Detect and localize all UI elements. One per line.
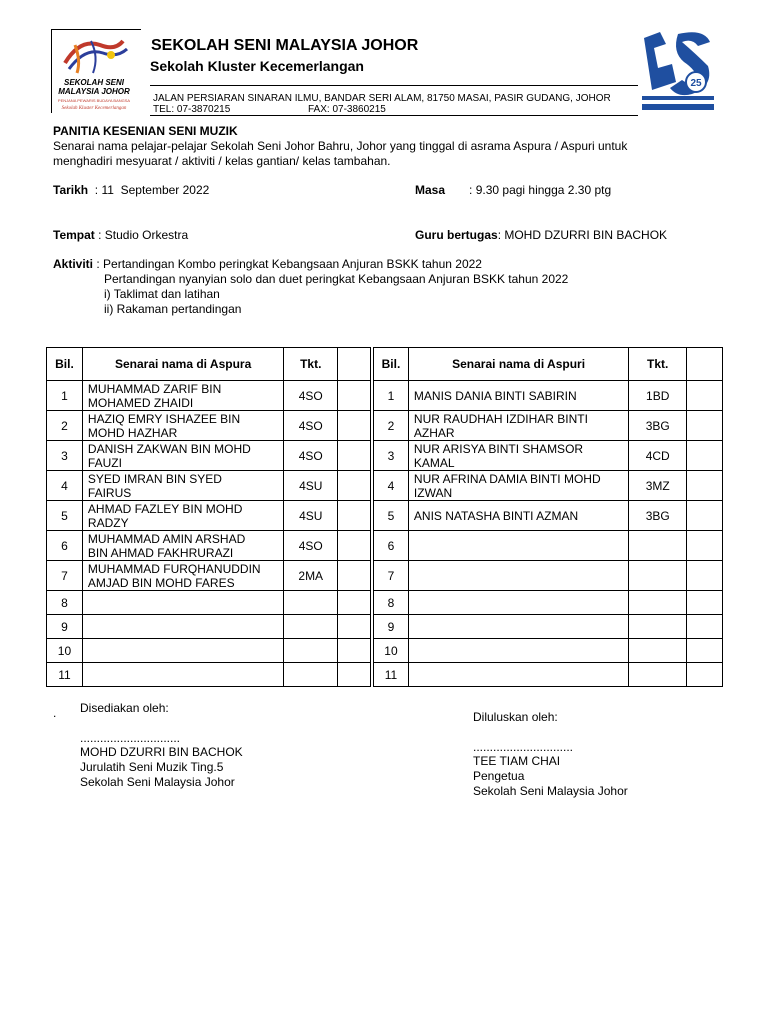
aspuri-row <box>374 639 723 663</box>
aspuri-cell-tkt <box>629 639 687 663</box>
aspuri-row <box>374 501 723 531</box>
panel-heading: PANITIA KESENIAN SENI MUZIK <box>53 124 238 138</box>
aspuri-cell-bil: 5 <box>374 501 409 531</box>
masa-row <box>415 183 611 198</box>
aspura-cell-blank <box>338 663 371 687</box>
aspuri-table <box>373 347 723 687</box>
aspura-header-bil: Bil. <box>47 348 83 381</box>
aspuri-cell-name <box>408 381 628 411</box>
aspuri-header-name: Senarai nama di Aspuri <box>408 348 628 381</box>
aspuri-cell-name <box>408 639 628 663</box>
aspura-cell-name <box>82 591 283 615</box>
aspura-cell-bil: 11 <box>47 663 83 687</box>
aspura-name-line-1: SYED IMRAN BIN SYED <box>87 471 222 486</box>
aspuri-cell-name <box>408 471 628 501</box>
aspuri-cell-name <box>408 561 628 591</box>
aspura-cell-tkt: 4SU <box>284 501 338 531</box>
tarikh-value: : 11 September 2022 <box>88 183 210 197</box>
aspura-cell-tkt: 4SO <box>284 531 338 561</box>
aspuri-row <box>374 441 723 471</box>
aspura-cell-name <box>82 501 283 531</box>
aspura-name-line-2: MOHD HAZHAR <box>87 425 178 440</box>
aspuri-cell-blank <box>687 501 723 531</box>
aspura-cell-name <box>82 639 283 663</box>
aspuri-cell-name <box>408 591 628 615</box>
aspura-cell-name <box>82 381 283 411</box>
aspuri-name-line-1: ANIS NATASHA BINTI AZMAN <box>413 508 579 523</box>
aspura-cell-tkt <box>284 591 338 615</box>
school-tel: TEL: 07-3870215 <box>153 104 231 115</box>
header-frame-left <box>51 29 52 113</box>
logo-text-4: Sekolah Kluster Kecemerlangan <box>61 106 127 111</box>
aspuri-row <box>374 531 723 561</box>
aspuri-cell-bil: 9 <box>374 615 409 639</box>
aspura-cell-tkt: 4SO <box>284 381 338 411</box>
aspura-cell-blank <box>338 411 371 441</box>
aspuri-header-tkt: Tkt. <box>629 348 687 381</box>
aspuri-cell-bil: 6 <box>374 531 409 561</box>
intro-line-1: Senarai nama pelajar-pelajar Sekolah Seni Johor Bahru, Johor yang tinggal di asrama Aspura / Aspuri untuk <box>53 139 628 153</box>
aspura-cell-bil: 3 <box>47 441 83 471</box>
aktiviti-label: Aktiviti <box>53 257 94 271</box>
aspura-cell-bil: 1 <box>47 381 83 411</box>
tarikh-label: Tarikh <box>53 183 89 197</box>
school-address: JALAN PERSIARAN SINARAN ILMU, BANDAR SERI ALAM, 81750 MASAI, PASIR GUDANG, JOHOR <box>153 93 611 104</box>
aspuri-cell-bil: 2 <box>374 411 409 441</box>
aspuri-cell-bil: 7 <box>374 561 409 591</box>
guru-row <box>415 228 667 243</box>
logo-text-1: SEKOLAH SENI <box>63 78 125 87</box>
aktiviti-3: i) Taklimat dan latihan <box>104 287 220 301</box>
header-frame-top <box>51 29 141 30</box>
aspura-cell-bil: 8 <box>47 591 83 615</box>
aspura-cell-name <box>82 663 283 687</box>
aspura-cell-bil: 4 <box>47 471 83 501</box>
aspura-row <box>47 591 371 615</box>
aspura-name-line-2: AMJAD BIN MOHD FARES <box>87 575 235 590</box>
aspuri-cell-name <box>408 501 628 531</box>
aspura-row <box>47 501 371 531</box>
aspura-cell-tkt <box>284 639 338 663</box>
aspura-cell-tkt: 4SO <box>284 411 338 441</box>
aspura-name-line-1: MUHAMMAD ZARIF BIN <box>87 381 222 396</box>
header-divider <box>150 85 638 86</box>
aspuri-cell-name <box>408 531 628 561</box>
aspuri-cell-tkt: 3BG <box>629 501 687 531</box>
aspura-row <box>47 441 371 471</box>
aspuri-cell-bil: 1 <box>374 381 409 411</box>
prepared-label: Disediakan oleh: <box>80 701 169 715</box>
aspura-row <box>47 531 371 561</box>
aspura-name-line-2: FAUZI <box>87 455 122 470</box>
aspuri-cell-blank <box>687 561 723 591</box>
aspuri-cell-bil: 8 <box>374 591 409 615</box>
aspura-row <box>47 663 371 687</box>
aspuri-cell-blank <box>687 441 723 471</box>
aspura-cell-blank <box>338 591 371 615</box>
aspura-cell-blank <box>338 501 371 531</box>
aspuri-cell-name <box>408 615 628 639</box>
aspura-cell-blank <box>338 561 371 591</box>
aspura-table <box>46 347 371 687</box>
aspura-row <box>47 639 371 663</box>
approved-name: TEE TIAM CHAI <box>473 754 561 768</box>
aspura-cell-tkt <box>284 615 338 639</box>
aspura-cell-tkt: 4SU <box>284 471 338 501</box>
aspuri-cell-tkt <box>629 663 687 687</box>
stray-dot: . <box>53 706 57 720</box>
cluster-logo-number: 25 <box>690 78 702 89</box>
aspuri-row <box>374 381 723 411</box>
aspuri-cell-tkt <box>629 615 687 639</box>
approved-org: Sekolah Seni Malaysia Johor <box>473 784 628 798</box>
aspuri-cell-tkt: 1BD <box>629 381 687 411</box>
aspuri-cell-bil: 3 <box>374 441 409 471</box>
school-name: SEKOLAH SENI MALAYSIA JOHOR <box>151 37 419 54</box>
aspura-row <box>47 411 371 441</box>
aspura-cell-bil: 10 <box>47 639 83 663</box>
logo-text-2: MALAYSIA JOHOR <box>58 87 130 96</box>
aspura-cell-blank <box>338 615 371 639</box>
aspura-cell-blank <box>338 381 371 411</box>
aspura-row <box>47 561 371 591</box>
aspuri-name-line-1: NUR ARISYA BINTI SHAMSOR <box>413 441 584 456</box>
approved-label: Diluluskan oleh: <box>473 710 558 724</box>
aspuri-cell-tkt <box>629 561 687 591</box>
aktiviti-2: Pertandingan nyanyian solo dan duet peringkat Kebangsaan Anjuran BSKK tahun 2022 <box>104 272 569 286</box>
aspura-name-line-2: FAIRUS <box>87 485 132 500</box>
aspuri-cell-tkt: 3MZ <box>629 471 687 501</box>
aspuri-cell-bil: 11 <box>374 663 409 687</box>
aspura-cell-blank <box>338 471 371 501</box>
aspuri-row <box>374 561 723 591</box>
aspura-cell-bil: 7 <box>47 561 83 591</box>
tempat-row <box>53 228 188 243</box>
aspuri-name-line-1: NUR AFRINA DAMIA BINTI MOHD <box>413 471 601 486</box>
aspura-cell-name <box>82 471 283 501</box>
prepared-signature-line: .............................. <box>80 731 181 745</box>
aspura-cell-name <box>82 531 283 561</box>
aspuri-cell-name <box>408 663 628 687</box>
aspuri-name-line-1: NUR RAUDHAH IZDIHAR BINTI <box>413 411 588 426</box>
tempat-value: : Studio Orkestra <box>94 228 189 242</box>
aspuri-cell-name <box>408 411 628 441</box>
intro-line-2: menghadiri mesyuarat / aktiviti / kelas gantian/ kelas tambahan. <box>53 154 391 168</box>
guru-value: : MOHD DZURRI BIN BACHOK <box>497 228 668 242</box>
aspuri-cell-bil: 4 <box>374 471 409 501</box>
aspura-row <box>47 615 371 639</box>
aspura-row <box>47 471 371 501</box>
aspuri-cell-name <box>408 441 628 471</box>
aspura-cell-name <box>82 441 283 471</box>
aspura-cell-blank <box>338 441 371 471</box>
aspuri-cell-blank <box>687 591 723 615</box>
aspura-header-name: Senarai nama di Aspura <box>82 348 283 381</box>
aspuri-cell-blank <box>687 531 723 561</box>
aspuri-cell-blank <box>687 615 723 639</box>
aspuri-name-line-2: KAMAL <box>413 455 455 470</box>
aspura-cell-tkt: 2MA <box>284 561 338 591</box>
prepared-org: Sekolah Seni Malaysia Johor <box>80 775 235 789</box>
aspura-cell-bil: 5 <box>47 501 83 531</box>
aspuri-row <box>374 615 723 639</box>
approved-title: Pengetua <box>473 769 525 783</box>
aspuri-row <box>374 471 723 501</box>
aspuri-header-bil: Bil. <box>374 348 409 381</box>
aspuri-header-row <box>374 348 723 381</box>
school-subtitle: Sekolah Kluster Kecemerlangan <box>150 58 364 74</box>
aspuri-cell-tkt: 4CD <box>629 441 687 471</box>
masa-value: : 9.30 pagi hingga 2.30 ptg <box>459 183 612 197</box>
prepared-name: MOHD DZURRI BIN BACHOK <box>80 745 243 759</box>
masa-label: Masa <box>415 183 446 197</box>
aspura-cell-bil: 2 <box>47 411 83 441</box>
header-bottom-rule <box>150 115 688 116</box>
aspura-name-line-2: RADZY <box>87 515 129 530</box>
guru-label: Guru bertugas <box>415 228 498 242</box>
aspuri-name-line-2: IZWAN <box>413 485 453 500</box>
aspura-row <box>47 381 371 411</box>
aspura-cell-tkt <box>284 663 338 687</box>
aspuri-name-line-2: AZHAR <box>413 425 455 440</box>
aspuri-cell-bil: 10 <box>374 639 409 663</box>
aspura-cell-blank <box>338 639 371 663</box>
aspura-name-line-1: MUHAMMAD AMIN ARSHAD <box>87 531 246 546</box>
aspura-header-tkt: Tkt. <box>284 348 338 381</box>
aspuri-row <box>374 663 723 687</box>
aspura-cell-name <box>82 561 283 591</box>
aspura-name-line-1: HAZIQ EMRY ISHAZEE BIN <box>87 411 241 426</box>
aspura-name-line-1: AHMAD FAZLEY BIN MOHD <box>87 501 243 516</box>
aspuri-cell-tkt <box>629 531 687 561</box>
aspura-name-line-1: MUHAMMAD FURQHANUDDIN <box>87 561 261 576</box>
aspuri-cell-blank <box>687 639 723 663</box>
aspura-cell-blank <box>338 531 371 561</box>
school-logo <box>55 33 133 113</box>
aktiviti-4: ii) Rakaman pertandingan <box>104 302 242 316</box>
school-fax: FAX: 07-3860215 <box>308 104 386 115</box>
aspura-name-line-1: DANISH ZAKWAN BIN MOHD <box>87 441 251 456</box>
aspuri-name-line-1: MANIS DANIA BINTI SABIRIN <box>413 388 577 403</box>
aspura-header-blank <box>338 348 371 381</box>
cluster-school-logo <box>638 24 718 116</box>
aspuri-row <box>374 411 723 441</box>
aspuri-cell-tkt <box>629 591 687 615</box>
approved-signature-line: .............................. <box>473 740 574 754</box>
aspuri-row <box>374 591 723 615</box>
aspura-cell-bil: 9 <box>47 615 83 639</box>
aspura-name-line-2: MOHAMED ZHAIDI <box>87 395 194 410</box>
aktiviti-row <box>53 257 482 272</box>
aktiviti-1: : Pertandingan Kombo peringkat Kebangsaan Anjuran BSKK tahun 2022 <box>93 257 482 271</box>
aspura-cell-bil: 6 <box>47 531 83 561</box>
aspuri-cell-blank <box>687 411 723 441</box>
tarikh-row <box>53 183 209 198</box>
logo-text-3: PENJANA PEWARIS BUDAYA BANGSA <box>57 98 131 103</box>
aspuri-cell-blank <box>687 663 723 687</box>
aspuri-cell-tkt: 3BG <box>629 411 687 441</box>
aspura-header-row <box>47 348 371 381</box>
aspura-name-line-2: BIN AHMAD FAKHRURAZI <box>87 545 234 560</box>
tempat-label: Tempat <box>53 228 95 242</box>
aspuri-header-blank <box>687 348 723 381</box>
prepared-title: Jurulatih Seni Muzik Ting.5 <box>80 760 224 774</box>
aspuri-cell-blank <box>687 381 723 411</box>
aspuri-cell-blank <box>687 471 723 501</box>
aspura-cell-name <box>82 411 283 441</box>
aspura-cell-tkt: 4SO <box>284 441 338 471</box>
aspura-cell-name <box>82 615 283 639</box>
